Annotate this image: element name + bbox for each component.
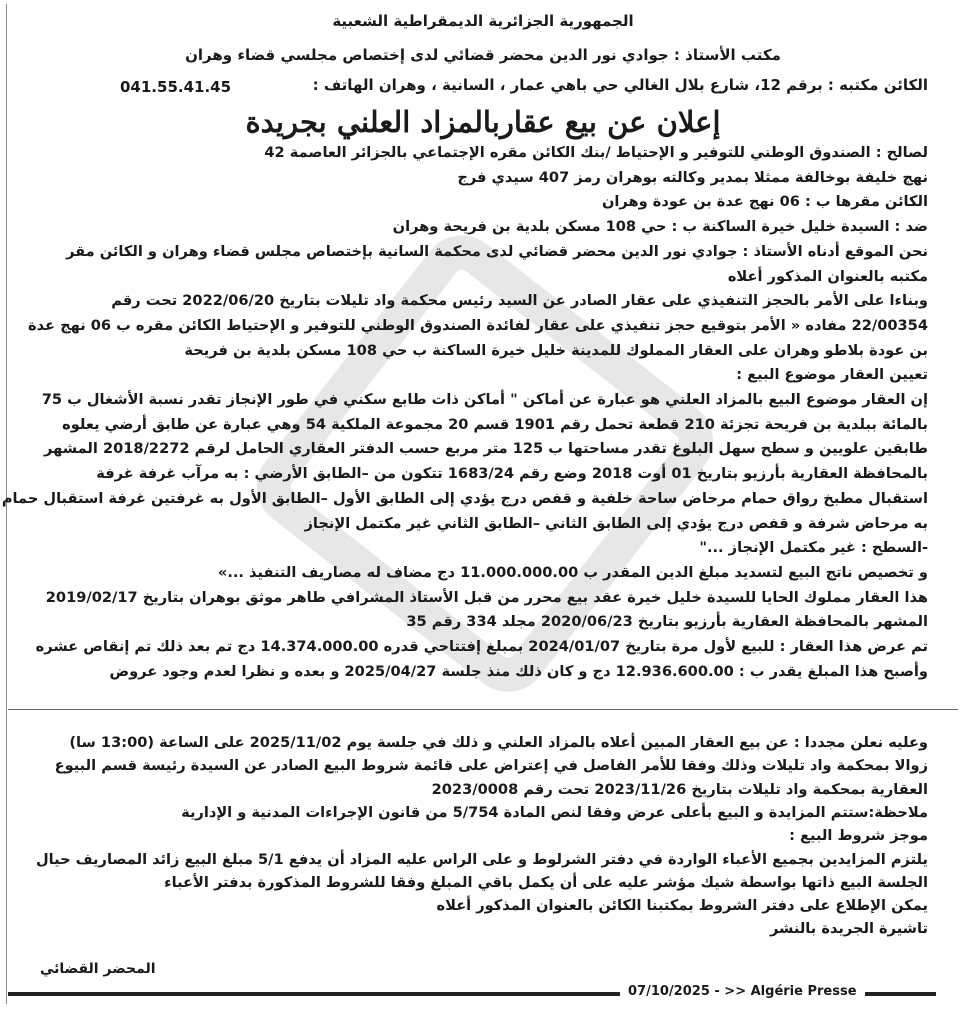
text-line: ضد : السيدة خليل خيرة الساكنة ب : حي 108 مسكن بلدية بن فريحة وهران: [392, 218, 928, 236]
text-line: 22/00354 مفاده « الأمر بتوقيع حجز تنفيذي على عقار لفائدة الصندوق الوطني للتوفير و الإحتياط الكائن مقره ب 06 نهج عدة: [27, 316, 928, 334]
text-line: تعيين العقار موضوع البيع :: [736, 366, 928, 384]
text-line: و تخصيص ناتج البيع لتسديد مبلغ الدين المقدر ب 11.000.000.00 دج مضاف له مصاريف التنفيذ ...»: [217, 563, 928, 581]
header-republic: الجمهورية الجزائرية الديمقراطية الشعبية: [332, 12, 634, 30]
text-line: العقارية بمحكمة واد تليلات بتاريخ 2023/11/26 تحت رقم 2023/0008: [431, 780, 928, 798]
text-line: -السطح : غير مكتمل الإنجاز ...": [699, 539, 928, 557]
text-line: المشهر بالمحافظة العقارية بأرزيو بتاريخ 2020/06/23 مجلد 334 رقم 35: [406, 613, 928, 631]
text-line: موجز شروط البيع :: [789, 827, 928, 845]
footer-date-source: 07/10/2025 - >> Algérie Presse: [620, 984, 865, 999]
text-line: تم عرض هذا العقار : للبيع لأول مرة بتاريخ 2024/01/07 بمبلغ إفتتاحي قدره 14.374.000.00 دج تم بعد ذلك تم إنقاص عشره: [35, 638, 928, 655]
text-line: ملاحظة:ستتم المزايدة و البيع بأعلى عرض وفقا لنص المادة 5/754 من قانون الإجراءات المدنية و الإدارية: [181, 803, 928, 821]
notice-title: إعلان عن بيع عقاربالمزاد العلني بجريدة: [245, 105, 721, 139]
text-line: بالمحافظة العقارية بأرزيو بتاريخ 01 أوت 2018 وضع رقم 1683/24 تتكون من –الطابق الأرضي : به مرآب غرفة غرفة: [96, 465, 928, 483]
text-line: وعليه نعلن مجددا : عن بيع العقار المبين أعلاه بالمزاد العلني و ذلك في جلسة يوم 2025/11/02 على الساعة (13:00 سا): [69, 734, 928, 751]
text-line: زوالا بمحكمة واد تليلات وذلك وفقا للأمر الفاصل في إعتراض على قائمة شروط البيع الصادر عن السيدة رئيسة قسم البيوع: [54, 757, 928, 775]
text-line: بالمائة ببلدية بن فريحة تجزئة 210 قطعة تحمل رقم 1901 قسم 20 مجموعة الملكية 54 وهي عبارة عن طابق أرضي يعلوه: [62, 415, 928, 433]
text-line: هذا العقار مملوك الحايا للسيدة خليل خيرة عقد بيع محرر من قبل الأستاذ المشرافي طاهر موثق بوهران بتاريخ 2019/02/17: [45, 588, 928, 606]
text-line: طابقين علويين و سطح سهل البلوغ تقدر مساحتها ب 125 متر مربع حسب الدفتر العقاري الحامل لرقم 2018/2272 المشهر: [44, 440, 928, 458]
text-line: نحن الموقع أدناه الأستاذ : جوادي نور الدين محضر قضائي لدى محكمة السانية بإختصاص مجلس قضاء وهران و الكائن مقر: [66, 242, 928, 260]
header-phone: 041.55.41.45: [120, 78, 232, 96]
text-line: يمكن الإطلاع على دفتر الشروط بمكتبنا الكائن بالعنوان المذكور أعلاه: [436, 897, 928, 915]
text-line: الكائن مقرها ب : 06 نهج عدة بن عودة وهران: [601, 193, 928, 211]
text-line: إن العقار موضوع البيع بالمزاد العلني هو عبارة عن أماكن " أماكن ذات طابع سكني في طور الإنجاز تقدر نسبة الأشغال ب 75: [41, 391, 928, 408]
text-line: به مرحاض شرفة و قفص درج يؤدي إلى الطابق الثاني –الطابق الثاني غير مكتمل الإنجاز: [304, 514, 928, 532]
text-line: بن عودة بلاطو وهران على العقار المملوك للمدينة خليل خيرة الساكنة ب حي 108 مسكن بلدية بن فريحة: [184, 341, 928, 359]
section-divider: [8, 709, 958, 710]
header-address: الكائن مكتبه : برقم 12، شارع بلال الغالي حي باهي عمار ، السانية ، وهران الهاتف :: [312, 76, 928, 94]
text-line: تاشيرة الجريدة بالنشر: [769, 920, 928, 938]
text-line: وبناءا على الأمر بالحجز التنفيذي على عقار الصادر عن السيد رئيس محكمة واد تليلات بتاريخ 2022/06/20 تحت رقم: [111, 292, 928, 310]
text-line: لصالح : الصندوق الوطني للتوفير و الإحتياط /بنك الكائن مقره الإجتماعي بالجزائر العاصمة 42: [264, 144, 928, 161]
text-line: مكتبه بالعنوان المذكور أعلاه: [727, 267, 928, 285]
header-office: مكتب الأستاذ : جوادي نور الدين محضر قضائي لدى إختصاص مجلسي قضاء وهران: [185, 46, 781, 64]
text-line: يلتزم المزايدين بجميع الأعباء الواردة في دفتر الشرلوط و على الراس عليه المزاد أن يدفع 5/1 مبلغ البيع زائد المصاريف حيال: [35, 850, 928, 868]
text-line: الجلسة البيع ذاتها بواسطة شيك مؤشر عليه على أن يكمل باقي المبلغ وفقا للشروط المذكورة بدفتر الأعباء: [164, 873, 928, 891]
text-line: وأصبح هذا المبلغ يقدر ب : 12.936.600.00 دج و كان ذلك منذ جلسة 2025/04/27 و بعده و نظرا لعدم وجود عروض: [109, 662, 928, 680]
text-line: نهج خليفة بوخالفة ممثلا بمدير وكالته بوهران رمز 407 سيدي فرج: [457, 168, 928, 186]
signature: المحضر القضائي: [40, 961, 156, 977]
text-line: استقبال مطبخ رواق حمام مرحاض ساحة خلفية و قفص درج يؤدي إلى الطابق الأول –الطابق الأول به غرفتين غرفة استقبال حمام: [1, 489, 928, 507]
